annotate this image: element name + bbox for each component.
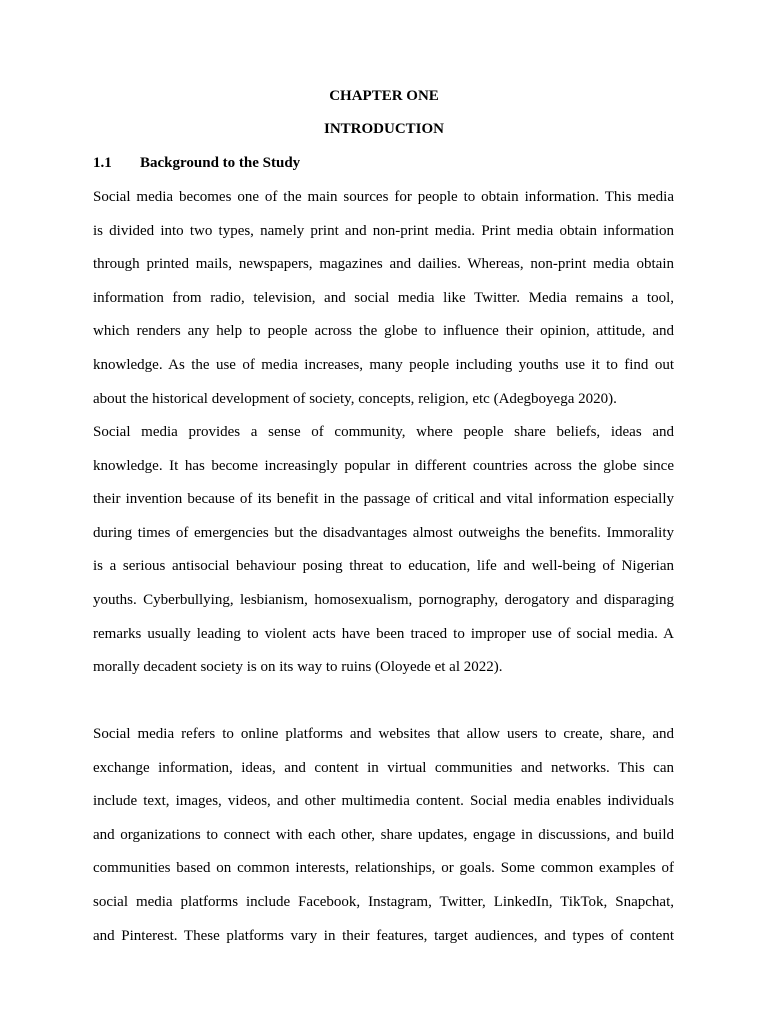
text-line: morally decadent society is on its way to ruins (Oloyede et al 2022). xyxy=(93,659,503,676)
text-line: remarks usually leading to violent acts have been traced to improper use of social media. A xyxy=(93,625,674,642)
text-line: is divided into two types, namely print and non-print media. Print media obtain information xyxy=(93,222,674,239)
text-line: during times of emergencies but the disadvantages almost outweighs the benefits. Immorality xyxy=(93,524,674,541)
paragraph-2 xyxy=(93,416,674,685)
text-line: social media platforms include Facebook, Instagram, Twitter, LinkedIn, TikTok, Snapchat, xyxy=(93,893,674,910)
text-line: Social media becomes one of the main sources for people to obtain information. This media xyxy=(93,189,674,205)
chapter-title: CHAPTER ONE xyxy=(329,88,439,104)
paragraph-1 xyxy=(93,181,674,416)
paragraph-3 xyxy=(93,718,674,953)
text-line: include text, images, videos, and other multimedia content. Social media enables individuals xyxy=(93,793,674,810)
subsection-heading xyxy=(93,154,300,172)
text-line: Social media refers to online platforms and websites that allow users to create, share, and xyxy=(93,726,674,742)
text-line: knowledge. As the use of media increases, many people including youths use it to find out xyxy=(93,356,674,373)
text-line: Social media provides a sense of community, where people share beliefs, ideas and xyxy=(93,424,674,440)
text-line: youths. Cyberbullying, lesbianism, homosexualism, pornography, derogatory and disparaging xyxy=(93,591,674,608)
subsection-title: Background to the Study xyxy=(140,155,301,171)
section-title: INTRODUCTION xyxy=(323,121,444,137)
subsection-number: 1.1 xyxy=(93,155,112,171)
text-line: and Pinterest. These platforms vary in their features, target audiences, and types of content xyxy=(93,927,674,944)
text-line: their invention because of its benefit in the passage of critical and vital information especially xyxy=(93,491,674,508)
text-line: information from radio, television, and social media like Twitter. Media remains a tool, xyxy=(93,289,674,306)
text-line: knowledge. It has become increasingly popular in different countries across the globe since xyxy=(93,457,674,474)
text-line: is a serious antisocial behaviour posing threat to education, life and well-being of Nigerian xyxy=(93,558,674,575)
text-line: exchange information, ideas, and content in virtual communities and networks. This can xyxy=(93,759,674,776)
text-line: through printed mails, newspapers, magazines and dailies. Whereas, non-print media obtain xyxy=(93,256,674,273)
text-line: and organizations to connect with each other, share updates, engage in discussions, and build xyxy=(93,826,674,843)
text-line: which renders any help to people across the globe to influence their opinion, attitude, and xyxy=(93,323,674,340)
text-line: about the historical development of society, concepts, religion, etc (Adegboyega 2020). xyxy=(93,390,617,407)
text-line: communities based on common interests, relationships, or goals. Some common examples of xyxy=(93,860,674,877)
